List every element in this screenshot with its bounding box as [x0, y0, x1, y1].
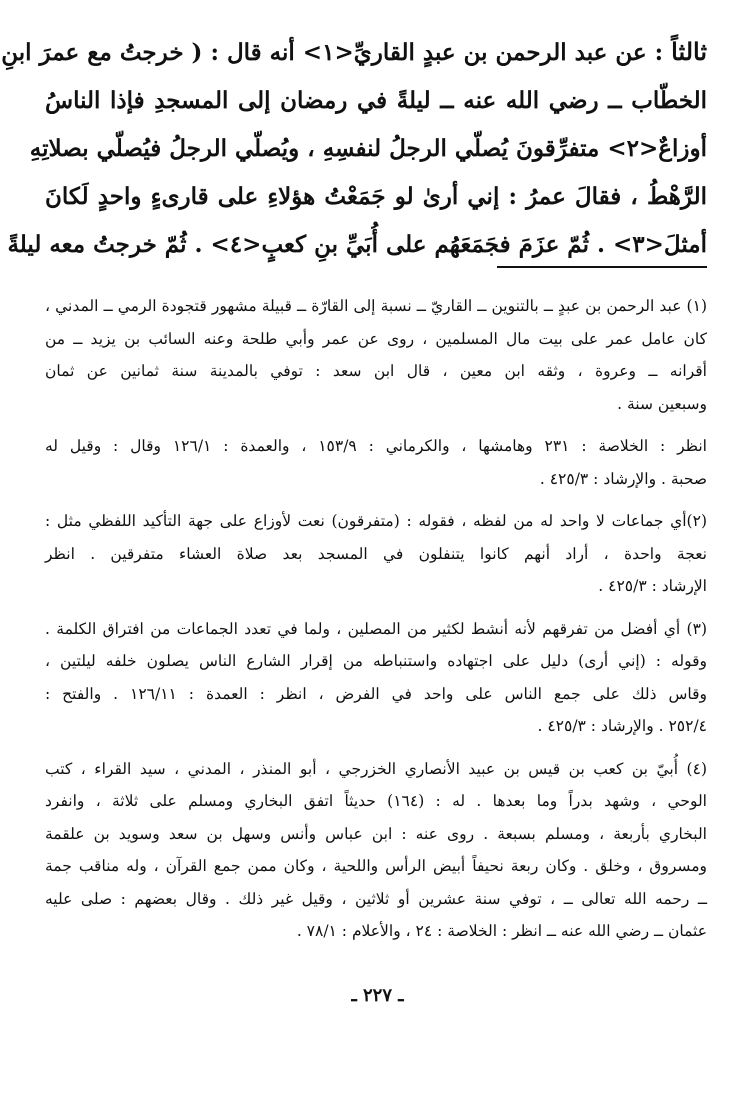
- footnote-line: وقوله : (إني أرى) دليل على اجتهاده واستنباطه من إقرار الشارع الناس يصلون خلفه ليلتين ،: [45, 652, 707, 670]
- footnote-line: الوحي ، وشهد بدراً وما بعدها . له : (١٦٤) حديثاً اتفق البخاري ومسلم على ثلاثة ، وانفرد: [45, 792, 707, 810]
- main-line-3: أوزاعٌ<٢> متفرِّقونَ يُصلّي الرجلُ لنفسِهِ ، ويُصلّي الرجلُ فيُصلّي بصلاتِهِ: [29, 135, 707, 162]
- footnote-line: (٣) أي أفضل من تفرقهم لأنه أنشط لكثير من المصلين ، ولما في تعدد الجماعات من افتراق الكلمة .: [45, 619, 707, 638]
- lead-word: ثالثاً: [671, 37, 707, 66]
- footnote-line: نعجة واحدة ، أراد أنهم كانوا يتنفلون في المسجد بعد صلاة العشاء متفرقين . انظر: [45, 544, 707, 563]
- footnote-1: [45, 290, 707, 420]
- footnote-1-references: [45, 430, 707, 495]
- main-text: [1, 28, 707, 269]
- footnote-separator: [497, 266, 707, 268]
- footnote-line: وسبعين سنة .: [617, 394, 707, 413]
- main-line-1: [1, 28, 707, 77]
- footnote-line: (٤) أُبيّ بن كعب بن قيس بن عبيد الأنصاري الخزرجي ، أبو المنذر ، المدني ، سيد القراء ، كتب: [45, 759, 707, 778]
- footnote-line: وقاس ذلك على جمع الناس على واحد في الفرض ، انظر : العمدة : ١٢٦/١١ . والفتح :: [45, 684, 707, 703]
- footnote-line: كان عامل عمر على بيت مال المسلمين ، روى عن عمر وأبي طلحة وعنه السائب بن يزيد ــ من: [45, 329, 707, 348]
- main-line-2: الخطّاب ــ رضي الله عنه ــ ليلةً في رمضان إلى المسجدِ فإذا الناسُ: [45, 87, 707, 114]
- footnote-3: [45, 613, 707, 743]
- footnote-line: (٢)أي جماعات لا واحد له من لفظه ، فقوله : (متفرقون) نعت لأوزاع على جهة التأكيد اللفظي مثل :: [45, 512, 707, 530]
- footnote-line: صحبة . والإرشاد : ٤٢٥/٣ .: [539, 469, 707, 488]
- footnote-line: أقرانه ــ وعروة ، وثقه ابن معين ، قال ابن سعد : توفي بالمدينة سنة ثمانين عن ثمان: [45, 362, 707, 380]
- footnote-2: [45, 505, 707, 603]
- page-number: ـ ٢٢٧ ـ: [351, 985, 404, 1006]
- footnotes: [45, 290, 707, 958]
- footnote-line: (١) عبد الرحمن بن عبدٍ ــ بالتنوين ــ القاريّ ــ نسبة إلى القارّة ــ قبيلة مشهور قتجودة الرمي ــ المدني ،: [45, 297, 707, 315]
- footnote-line: انظر : الخلاصة : ٢٣١ وهامشها ، والكرماني : ١٥٣/٩ ، والعمدة : ١٢٦/١ وقال : وقيل له: [45, 437, 707, 455]
- footnote-line: البخاري بأربعة ، ومسلم بسبعة . روى عنه : ابن عباس وأنس وسهل بن سعد وسويد بن علقمة: [45, 824, 707, 843]
- footnote-line: ــ رحمه الله تعالى ــ ، توفي سنة عشرين أو ثلاثين ، وقيل غير ذلك . وقال بعضهم : صلى عليه: [45, 889, 707, 908]
- main-line-4: الرَّهْطُ ، فقالَ عمرُ : إني أرىٰ لو جَمَعْتُ هؤلاءِ على قارىءٍ واحدٍ لَكانَ: [45, 183, 707, 210]
- footnote-line: الإرشاد : ٤٢٥/٣ .: [598, 577, 707, 595]
- main-line-1-text: : عن عبد الرحمن بن عبدٍ القاريِّ<١> أنه قال : ( خرجتُ مع عمرَ ابنِ: [1, 39, 664, 66]
- main-line-5: أمثلَ<٣> . ثُمّ عزَمَ فجَمَعَهُم على أُبَيِّ بنِ كعبٍ<٤> . ثُمّ خرجتُ معه ليلةً: [7, 231, 707, 258]
- footnote-line: ومسروق ، وخلق . وكان ربعة نحيفاً أبيض الرأس واللحية ، وكان ممن جمع القرآن ، وله مناقب جمة: [45, 857, 707, 875]
- footnote-4: [45, 753, 707, 948]
- footnote-line: عثمان ــ رضي الله عنه ــ انظر : الخلاصة : ٢٤ ، والأعلام : ٧٨/١ .: [296, 922, 707, 940]
- footnote-line: ٢٥٢/٤ . والإرشاد : ٤٢٥/٣ .: [537, 717, 707, 735]
